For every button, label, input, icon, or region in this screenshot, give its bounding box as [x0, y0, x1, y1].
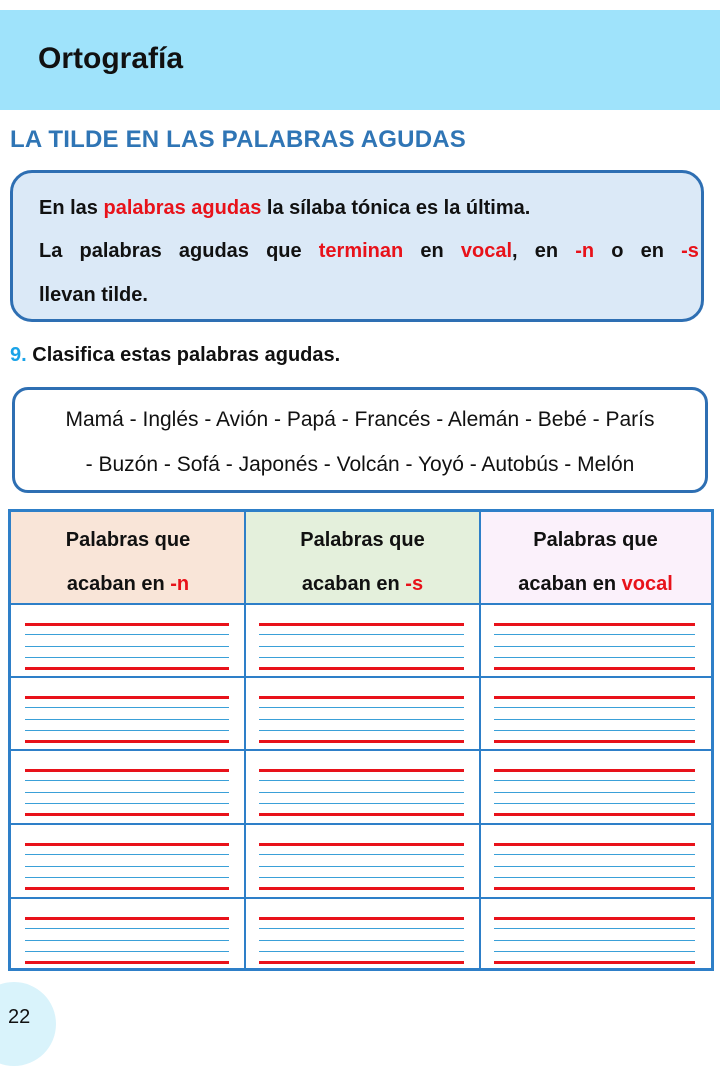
- writing-baseline: [25, 623, 229, 626]
- rule-box: [10, 170, 704, 322]
- writing-guideline: [25, 730, 229, 731]
- writing-guideline: [494, 730, 695, 731]
- rule-line-2-word: terminan: [318, 240, 404, 262]
- rule-line-2-word: en: [640, 240, 664, 262]
- writing-guideline: [25, 719, 229, 720]
- writing-guideline: [494, 634, 695, 635]
- rule-line-2-group: [575, 240, 594, 263]
- exercise-text: Clasifica estas palabras agudas.: [26, 344, 341, 366]
- writing-baseline: [259, 769, 464, 772]
- writing-guideline: [494, 657, 695, 658]
- rule-line-2-group: [461, 240, 518, 263]
- writing-guideline: [494, 803, 695, 804]
- writing-baseline: [25, 887, 229, 890]
- writing-guideline: [25, 634, 229, 635]
- writing-guideline: [494, 877, 695, 878]
- page-title: Ortografía: [38, 42, 184, 75]
- rule-line-2-word: o: [611, 240, 624, 262]
- rule-line-2-group: [39, 240, 62, 263]
- column-header-3: [480, 512, 711, 603]
- column-header-line-2: [11, 573, 245, 596]
- writing-guideline: [259, 707, 464, 708]
- writing-baseline: [259, 917, 464, 920]
- rule-line-2-word: palabras: [79, 240, 162, 262]
- writing-baseline: [25, 843, 229, 846]
- writing-baseline: [259, 813, 464, 816]
- writing-cell[interactable]: [25, 751, 229, 823]
- exercise-instruction: [10, 344, 340, 367]
- column-header-1: [11, 512, 245, 603]
- column-header-prefix: acaban en: [301, 573, 406, 595]
- writing-guideline: [259, 951, 464, 952]
- writing-guideline: [494, 866, 695, 867]
- writing-guideline: [25, 940, 229, 941]
- writing-baseline: [25, 961, 229, 964]
- writing-cell[interactable]: [259, 751, 464, 823]
- writing-guideline: [25, 707, 229, 708]
- rule-line-2-group: [266, 240, 302, 263]
- writing-guideline: [494, 780, 695, 781]
- writing-baseline: [25, 696, 229, 699]
- column-header-line-2: [245, 573, 480, 596]
- writing-guideline: [259, 780, 464, 781]
- column-header-ending: -n: [170, 573, 190, 595]
- writing-guideline: [494, 707, 695, 708]
- writing-guideline: [494, 951, 695, 952]
- word-bank-line-1: Mamá - Inglés - Avión - Papá - Francés - Alemán - Bebé - París: [65, 408, 655, 431]
- rule-line-2-group: [641, 240, 664, 263]
- writing-cell[interactable]: [494, 825, 695, 897]
- writing-guideline: [494, 792, 695, 793]
- writing-baseline: [259, 887, 464, 890]
- writing-guideline: [259, 928, 464, 929]
- writing-guideline: [25, 780, 229, 781]
- writing-baseline: [259, 623, 464, 626]
- writing-guideline: [259, 792, 464, 793]
- writing-guideline: [259, 730, 464, 731]
- column-divider: [244, 512, 246, 968]
- writing-cell[interactable]: [259, 678, 464, 750]
- rule-line-2-word: -s: [681, 240, 699, 262]
- writing-baseline: [494, 843, 695, 846]
- rule-line-2-word: en: [420, 240, 444, 262]
- writing-cell[interactable]: [494, 605, 695, 677]
- writing-baseline: [494, 740, 695, 743]
- writing-guideline: [259, 877, 464, 878]
- writing-guideline: [259, 719, 464, 720]
- writing-baseline: [25, 769, 229, 772]
- writing-guideline: [25, 792, 229, 793]
- exercise-number: 9.: [10, 344, 27, 366]
- page-number: 22: [8, 1006, 31, 1028]
- rule-line-1: [39, 197, 530, 220]
- writing-baseline: [494, 961, 695, 964]
- rule-line-2-word: que: [266, 240, 302, 262]
- writing-guideline: [259, 854, 464, 855]
- writing-cell[interactable]: [25, 899, 229, 971]
- writing-guideline: [25, 657, 229, 658]
- word-bank-line-2: - Buzón - Sofá - Japonés - Volcán - Yoyó - Autobús - Melón: [85, 453, 635, 476]
- classification-table: [8, 509, 714, 971]
- writing-baseline: [25, 813, 229, 816]
- writing-cell[interactable]: [259, 899, 464, 971]
- column-header-2: [245, 512, 480, 603]
- writing-baseline: [494, 917, 695, 920]
- writing-guideline: [25, 951, 229, 952]
- writing-guideline: [259, 657, 464, 658]
- writing-guideline: [494, 719, 695, 720]
- writing-baseline: [494, 696, 695, 699]
- writing-baseline: [494, 623, 695, 626]
- column-header-line-1: Palabras que: [65, 529, 191, 551]
- writing-cell[interactable]: [259, 825, 464, 897]
- rule-line-3: llevan tilde.: [39, 284, 148, 306]
- writing-baseline: [494, 887, 695, 890]
- column-header-ending: -s: [405, 573, 424, 595]
- section-title: LA TILDE EN LAS PALABRAS AGUDAS: [10, 126, 466, 153]
- rule-line-2-group: [79, 240, 161, 263]
- column-header-line-1: Palabras que: [533, 529, 658, 551]
- writing-guideline: [25, 877, 229, 878]
- rule-line-2-word: vocal: [460, 240, 513, 262]
- rule-line-2: [39, 240, 699, 263]
- writing-cell[interactable]: [259, 605, 464, 677]
- word-bank: [12, 387, 708, 493]
- writing-cell[interactable]: [25, 825, 229, 897]
- column-header-line-2: [480, 573, 711, 596]
- column-header-line-1: Palabras que: [300, 529, 425, 551]
- writing-cell[interactable]: [494, 899, 695, 971]
- rule-line-2-group: [681, 240, 699, 263]
- writing-guideline: [25, 854, 229, 855]
- writing-baseline: [259, 696, 464, 699]
- writing-baseline: [494, 813, 695, 816]
- column-header-prefix: acaban en: [66, 573, 171, 595]
- writing-guideline: [25, 866, 229, 867]
- column-header-prefix: acaban en: [518, 573, 622, 595]
- rule-line-2-group: [319, 240, 403, 263]
- writing-baseline: [259, 843, 464, 846]
- writing-guideline: [259, 634, 464, 635]
- writing-baseline: [494, 769, 695, 772]
- rule-line-2-group: [179, 240, 249, 263]
- rule-line-2-word: en: [534, 240, 559, 262]
- writing-baseline: [259, 961, 464, 964]
- writing-cell[interactable]: [494, 751, 695, 823]
- writing-baseline: [25, 917, 229, 920]
- rule-line-2-word: La: [39, 240, 63, 262]
- rule-line-1-segment: En las: [39, 197, 104, 219]
- rule-line-1-segment: palabras agudas: [103, 197, 262, 219]
- rule-line-2-word: -n: [575, 240, 595, 262]
- writing-guideline: [494, 928, 695, 929]
- rule-line-1-segment: la sílaba tónica es la última.: [261, 197, 531, 219]
- writing-guideline: [259, 940, 464, 941]
- column-header-ending: vocal: [621, 573, 673, 595]
- writing-cell[interactable]: [25, 605, 229, 677]
- writing-guideline: [259, 646, 464, 647]
- rule-line-2-group: [420, 240, 443, 263]
- writing-baseline: [25, 740, 229, 743]
- rule-line-2-group: [611, 240, 623, 263]
- writing-guideline: [259, 866, 464, 867]
- writing-guideline: [494, 646, 695, 647]
- writing-baseline: [259, 667, 464, 670]
- writing-guideline: [494, 940, 695, 941]
- writing-baseline: [494, 667, 695, 670]
- writing-guideline: [25, 803, 229, 804]
- writing-cell[interactable]: [494, 678, 695, 750]
- column-divider: [479, 512, 481, 968]
- rule-line-2-group: [535, 240, 558, 263]
- writing-guideline: [25, 928, 229, 929]
- writing-guideline: [25, 646, 229, 647]
- rule-line-2-word: agudas: [178, 240, 249, 262]
- top-strip: [0, 0, 720, 10]
- rule-line-2-word: ,: [512, 240, 518, 262]
- writing-guideline: [494, 854, 695, 855]
- writing-baseline: [259, 740, 464, 743]
- writing-guideline: [259, 803, 464, 804]
- writing-cell[interactable]: [25, 678, 229, 750]
- writing-baseline: [25, 667, 229, 670]
